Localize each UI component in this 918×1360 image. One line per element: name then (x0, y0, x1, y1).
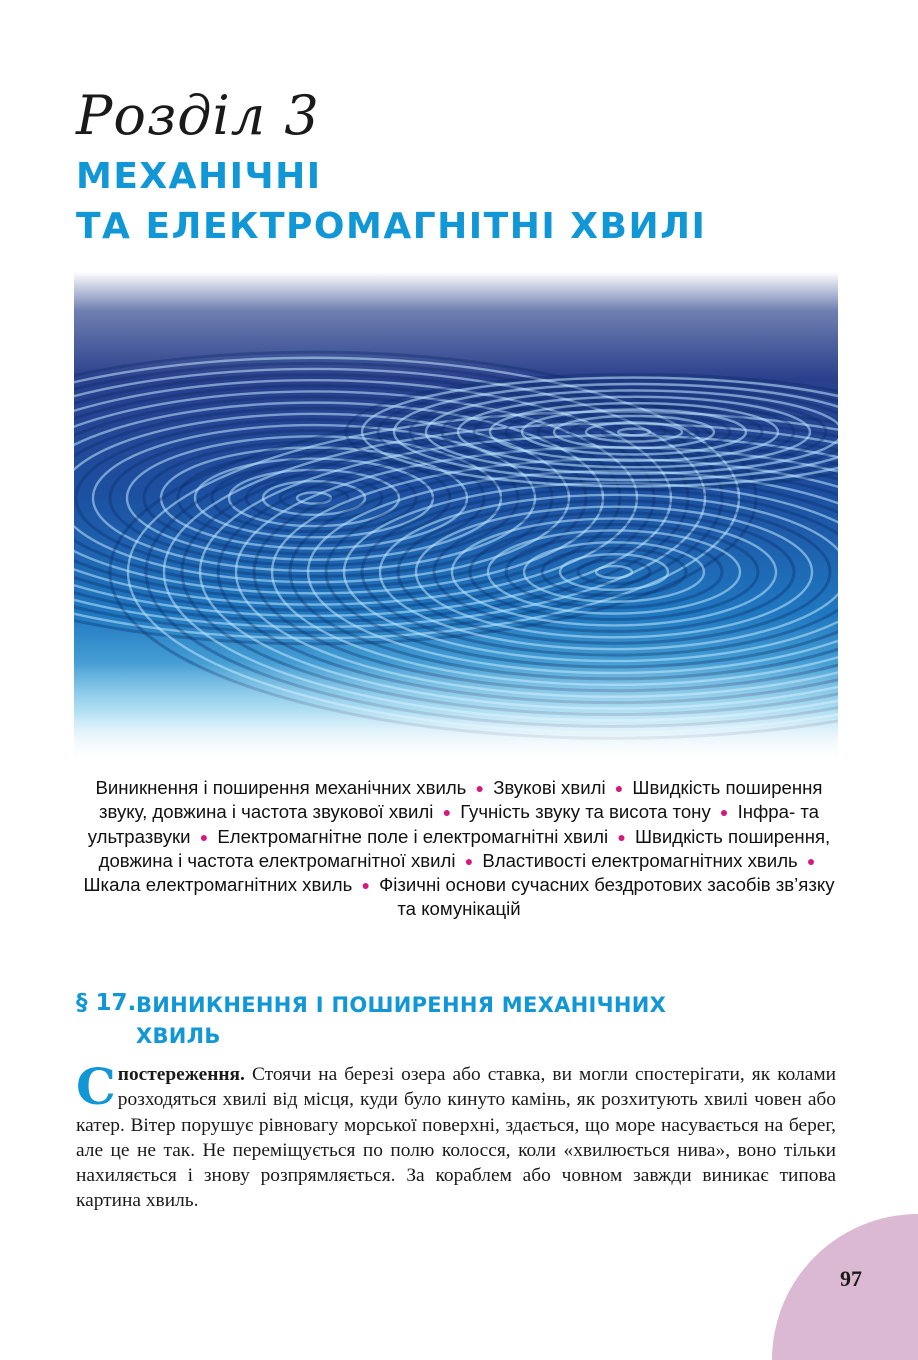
topic-item: Шкала електромагнітних хвиль (83, 874, 353, 896)
water-ripples-image (74, 272, 838, 760)
topic-item: Електромагнітне поле і електромагнітні хвилі (217, 825, 609, 847)
chapter-title (76, 152, 706, 252)
topic-item: Виникнення і поширення механічних хвиль (95, 777, 467, 798)
topic-bullet: ● (199, 828, 209, 845)
topic-item: Фізичні основи сучасних бездротових засобів зв’язку та комунікацій (379, 874, 835, 920)
topic-bullet: ● (617, 828, 626, 845)
topic-bullet: ● (442, 804, 452, 821)
chapter-label: Розділ 3 (76, 84, 320, 147)
chapter-title-line-2: ТА ЕЛЕКТРОМАГНІТНІ ХВИЛІ (76, 206, 707, 247)
run-in-heading: постереження. (117, 1064, 245, 1085)
topic-item: Інфра- та ультразвуки (87, 801, 819, 847)
paragraph-text: Стоячи на березі озера або ставка, ви могли спостерігати, як колами розходяться хвилі від місця, куди було кинуто камінь, як розхитують хвилі човен або катер. Вітер порушує рівновагу морської поверхні, здається, що море насувається на берег, але це не так. Не переміщується по полю колосся, коли «хвилюється нива», воно тільки нахиляється і знову розпрямляється. За кораблем або човном завжди виникає типова картина хвиль. (76, 1064, 836, 1212)
topic-item: Властивості електромагнітних хвиль (482, 849, 798, 871)
page-number: 97 (840, 1266, 862, 1291)
section-number: § 17. (76, 990, 137, 1016)
topic-item: Швидкість поширення, довжина і частота електромагнітної хвилі (98, 825, 831, 871)
topic-bullet: ● (806, 852, 816, 869)
topic-bullet: ● (614, 780, 624, 796)
chapter-topics (80, 776, 838, 922)
topic-item: Гучність звуку та висота тону (460, 801, 711, 823)
section-title: ВИНИКНЕННЯ І ПОШИРЕННЯ МЕХАНІЧНИХ ХВИЛЬ (136, 993, 667, 1048)
drop-cap: С (76, 1057, 116, 1116)
topic-bullet: ● (475, 780, 485, 796)
topic-item: Швидкість поширення звуку, довжина і частота звукової хвилі (99, 777, 823, 823)
topic-item: Звукові хвилі (493, 777, 606, 798)
topic-bullet: ● (361, 877, 370, 894)
body-paragraph (76, 1057, 836, 1214)
topic-bullet: ● (464, 852, 474, 869)
topic-bullet: ● (719, 804, 729, 821)
chapter-title-line-1: МЕХАНІЧНІ (76, 156, 322, 197)
